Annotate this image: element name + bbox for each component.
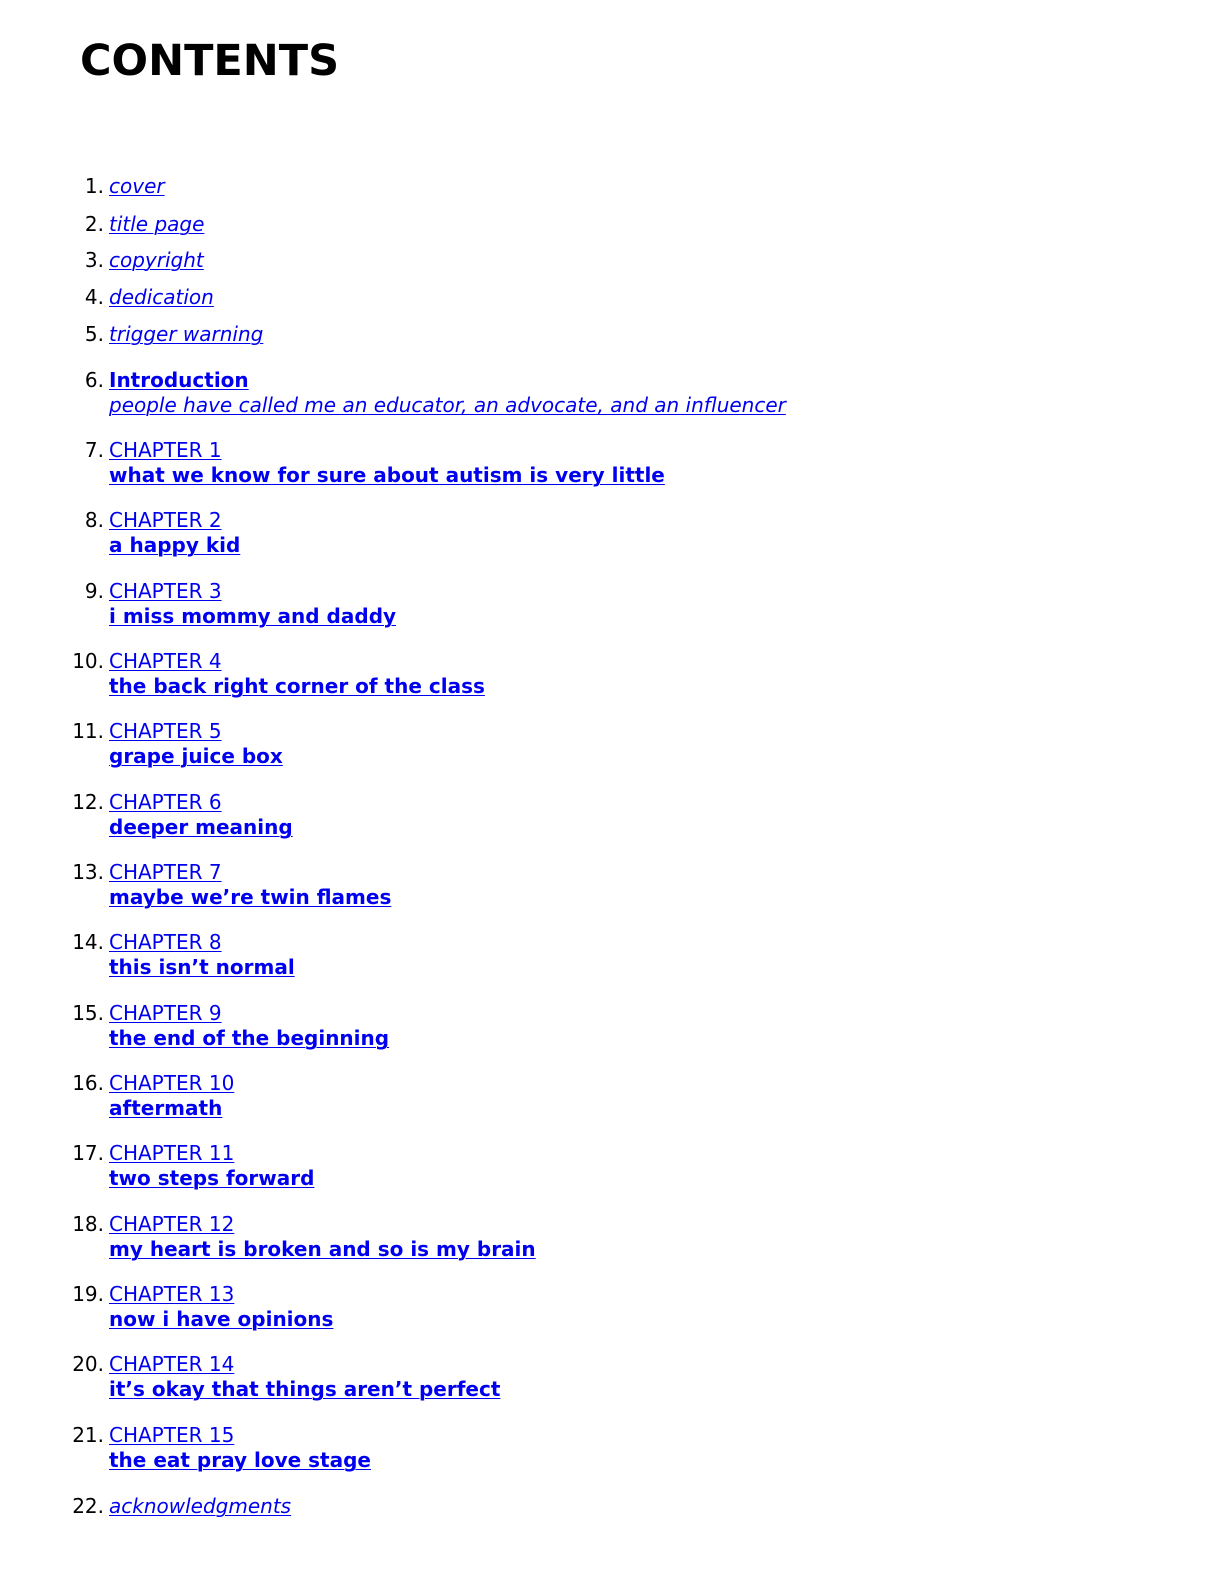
item-number: 11. bbox=[72, 719, 104, 743]
item-number: 22. bbox=[72, 1494, 104, 1518]
link-chapter-8[interactable]: CHAPTER 8 bbox=[109, 930, 222, 954]
link-chapter-4-title[interactable]: the back right corner of the class bbox=[109, 674, 485, 698]
link-chapter-11[interactable]: CHAPTER 11 bbox=[109, 1141, 235, 1165]
item-number: 7. bbox=[84, 438, 104, 462]
link-cover[interactable]: cover bbox=[109, 174, 165, 198]
item-number: 12. bbox=[72, 790, 104, 814]
item-number: 15. bbox=[72, 1001, 104, 1025]
link-chapter-10-title[interactable]: aftermath bbox=[109, 1096, 223, 1120]
link-dedication[interactable]: dedication bbox=[109, 285, 214, 309]
item-number: 20. bbox=[72, 1352, 104, 1376]
link-chapter-13[interactable]: CHAPTER 13 bbox=[109, 1282, 235, 1306]
item-number: 16. bbox=[72, 1071, 104, 1095]
link-chapter-4[interactable]: CHAPTER 4 bbox=[109, 649, 222, 673]
link-chapter-10[interactable]: CHAPTER 10 bbox=[109, 1071, 235, 1095]
link-introduction[interactable]: Introduction bbox=[109, 368, 249, 392]
item-number: 3. bbox=[84, 248, 104, 272]
page-title: CONTENTS bbox=[80, 36, 340, 86]
link-chapter-11-title[interactable]: two steps forward bbox=[109, 1166, 315, 1190]
link-chapter-15[interactable]: CHAPTER 15 bbox=[109, 1423, 235, 1447]
link-title-page[interactable]: title page bbox=[109, 212, 205, 236]
item-number: 13. bbox=[72, 860, 104, 884]
item-number: 8. bbox=[84, 508, 104, 532]
item-number: 19. bbox=[72, 1282, 104, 1306]
link-chapter-12-title[interactable]: my heart is broken and so is my brain bbox=[109, 1237, 536, 1261]
link-copyright[interactable]: copyright bbox=[109, 248, 204, 272]
item-number: 21. bbox=[72, 1423, 104, 1447]
link-chapter-14[interactable]: CHAPTER 14 bbox=[109, 1352, 235, 1376]
item-number: 2. bbox=[84, 212, 104, 236]
link-chapter-7[interactable]: CHAPTER 7 bbox=[109, 860, 222, 884]
link-chapter-5[interactable]: CHAPTER 5 bbox=[109, 719, 222, 743]
link-acknowledgments[interactable]: acknowledgments bbox=[109, 1494, 292, 1518]
link-chapter-13-title[interactable]: now i have opinions bbox=[109, 1307, 334, 1331]
item-number: 5. bbox=[84, 322, 104, 346]
link-chapter-9[interactable]: CHAPTER 9 bbox=[109, 1001, 222, 1025]
link-chapter-2-title[interactable]: a happy kid bbox=[109, 533, 241, 557]
item-number: 9. bbox=[84, 579, 104, 603]
link-chapter-3[interactable]: CHAPTER 3 bbox=[109, 579, 222, 603]
link-chapter-7-title[interactable]: maybe we’re twin flames bbox=[109, 885, 392, 909]
link-chapter-2[interactable]: CHAPTER 2 bbox=[109, 508, 222, 532]
item-number: 14. bbox=[72, 930, 104, 954]
item-number: 17. bbox=[72, 1141, 104, 1165]
link-chapter-1-title[interactable]: what we know for sure about autism is very little bbox=[109, 463, 665, 487]
link-chapter-15-title[interactable]: the eat pray love stage bbox=[109, 1448, 371, 1472]
link-introduction-subtitle[interactable]: people have called me an educator, an advocate, and an influencer bbox=[109, 393, 786, 417]
link-chapter-8-title[interactable]: this isn’t normal bbox=[109, 955, 295, 979]
link-chapter-6-title[interactable]: deeper meaning bbox=[109, 815, 293, 839]
link-trigger-warning[interactable]: trigger warning bbox=[109, 322, 264, 346]
link-chapter-3-title[interactable]: i miss mommy and daddy bbox=[109, 604, 397, 628]
item-number: 4. bbox=[84, 285, 104, 309]
item-number: 1. bbox=[84, 174, 104, 198]
item-number: 18. bbox=[72, 1212, 104, 1236]
item-number: 6. bbox=[84, 368, 104, 392]
link-chapter-5-title[interactable]: grape juice box bbox=[109, 744, 283, 768]
link-chapter-1[interactable]: CHAPTER 1 bbox=[109, 438, 222, 462]
item-number: 10. bbox=[72, 649, 104, 673]
link-chapter-12[interactable]: CHAPTER 12 bbox=[109, 1212, 235, 1236]
link-chapter-9-title[interactable]: the end of the beginning bbox=[109, 1026, 390, 1050]
link-chapter-14-title[interactable]: it’s okay that things aren’t perfect bbox=[109, 1377, 501, 1401]
link-chapter-6[interactable]: CHAPTER 6 bbox=[109, 790, 222, 814]
